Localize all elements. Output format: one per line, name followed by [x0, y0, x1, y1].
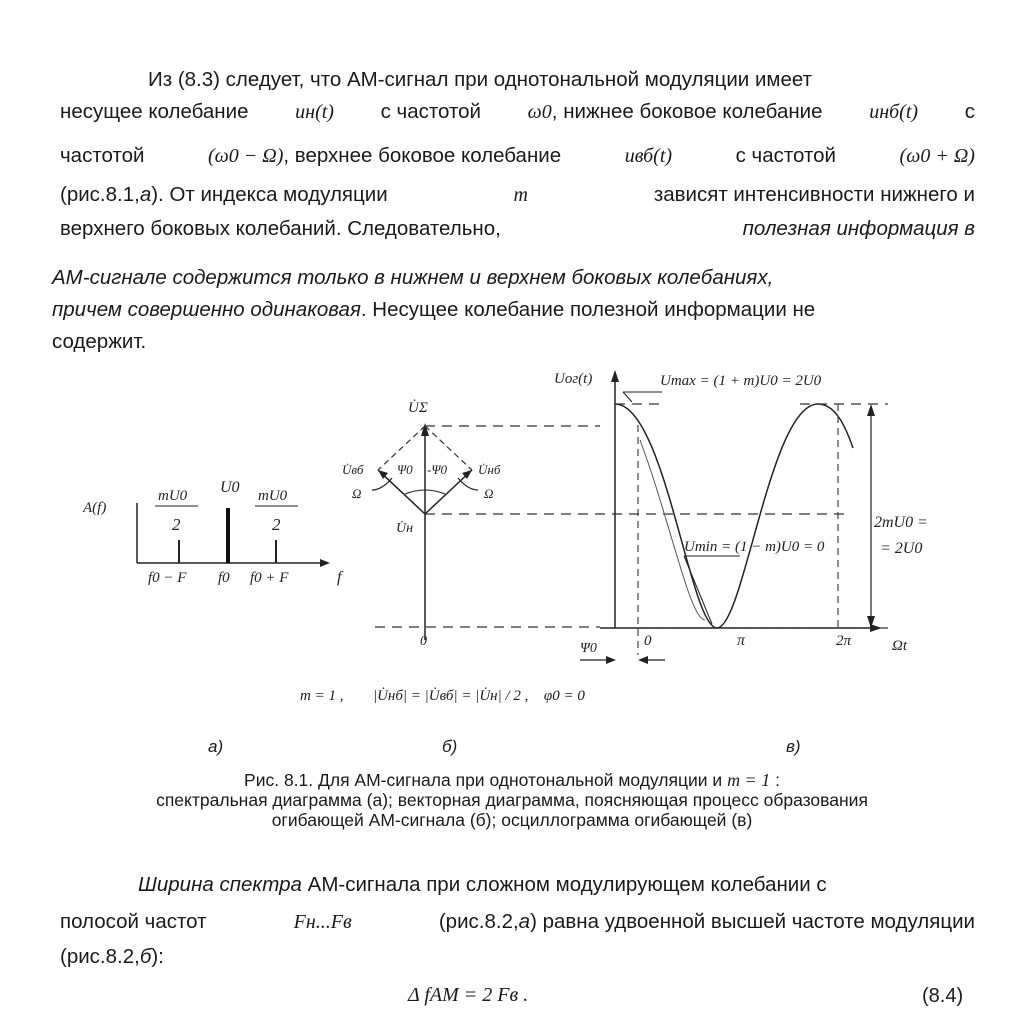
osc-amp-label-1: 2mU0 = — [874, 514, 928, 531]
osc-amp-label-2: = 2U0 — [880, 540, 923, 557]
p1-line-3: частотой (ω0 − Ω), верхнее боковое колебание uвб(t) с частотой (ω0 + Ω) — [60, 144, 975, 167]
osc-reference-curve — [640, 440, 705, 620]
formula-omega0: ω0 — [527, 101, 552, 123]
osc-xlabel: Ωt — [892, 638, 908, 654]
formula-lower-freq: (ω0 − Ω) — [208, 145, 284, 167]
p1-line-8: содержит. — [52, 330, 147, 353]
vector-label-zero: 0 — [420, 634, 427, 649]
formula-number: (8.4) — [922, 985, 964, 1007]
osc-tick-zero: 0 — [644, 633, 652, 649]
condition-m: m = 1 , — [300, 688, 344, 704]
osc-envelope-curve — [615, 404, 853, 628]
p1-line-7: причем совершенно одинаковая. Несущее колебание полезной информации не — [52, 298, 816, 321]
osc-umax-leader-slant — [623, 392, 632, 402]
osc-umin-label: Umin = (1 − m)U0 = 0 — [684, 539, 825, 555]
vector-label-psi-right: -Ψ0 — [427, 462, 447, 477]
formula-8-4: Δ fAM = 2 Fв . — [408, 984, 529, 1006]
vector-label-vb: U̇вб — [342, 462, 364, 477]
p2-line-3: (рис.8.2,б): — [60, 945, 164, 968]
vector-label-omega-left: Ω — [352, 486, 362, 501]
p1-line-6: АМ-сигнале содержится только в нижнем и верхнем боковых колебаниях, — [52, 266, 774, 289]
vector-label-sum: U̇Σ — [408, 400, 428, 416]
osc-amp-arrow-top — [867, 404, 875, 416]
osc-psi-arrowhead-left — [606, 656, 616, 664]
spectrum-label-right-num: mU0 — [258, 488, 288, 504]
p1-line-4: (рис.8.1,а). От индекса модуляции m зависят интенсивности нижнего и — [60, 183, 975, 206]
osc-psi-label: Ψ0 — [580, 641, 597, 656]
spectrum-tick-left: f0 − F — [148, 570, 187, 586]
caption-line-2: спектральная диаграмма (а); векторная диаграмма, поясняющая процесс образования — [156, 790, 868, 810]
p2-line-2: полосой частот Fн...Fв (рис.8.2,а) равна удвоенной высшей частоте модуляции — [60, 910, 975, 933]
figure-condition — [300, 688, 585, 705]
spectrum-tick-center: f0 — [218, 570, 230, 586]
condition-phi: φ0 = 0 — [543, 688, 585, 704]
formula-m: m — [513, 184, 528, 206]
formula-uvb: uвб(t) — [624, 145, 673, 167]
osc-tick-2pi: 2π — [836, 633, 852, 649]
sublabel-a: а) — [208, 737, 224, 756]
osc-y-arrow — [611, 370, 619, 382]
spectrum-ylabel: A(f) — [83, 500, 107, 516]
spectrum-label-center: U0 — [220, 479, 240, 496]
spectrum-label-left-num: mU0 — [158, 488, 188, 504]
p1-line-5: верхнего боковых колебаний. Следовательно, полезная информация в — [60, 217, 975, 240]
formula-upper-freq: (ω0 + Ω) — [899, 145, 975, 167]
sublabel-b: б) — [442, 737, 458, 756]
caption-line-1: Рис. 8.1. Для АМ-сигнала при однотональной модуляции и m = 1 : — [244, 770, 780, 790]
spectrum-label-right-den: 2 — [272, 515, 281, 534]
sublabel-c: в) — [786, 737, 801, 756]
p2-line-1: Ширина спектра АМ-сигнала при сложном модулирующем колебании с — [138, 873, 827, 896]
vector-label-omega-right: Ω — [484, 486, 494, 501]
vector-label-un: U̇н — [396, 521, 414, 536]
spectrum-tick-right: f0 + F — [250, 570, 289, 586]
caption-line-3: огибающей АМ-сигнала (б); осциллограмма огибающей (в) — [271, 810, 753, 830]
formula-band: Fн...Fв — [293, 911, 352, 933]
spectrum-label-left-den: 2 — [172, 515, 181, 534]
vector-label-psi-left: Ψ0 — [397, 462, 413, 477]
spectrum-xlabel: f — [337, 569, 342, 586]
osc-ylabel: Uог(t) — [554, 371, 593, 387]
figure-caption — [40, 770, 984, 830]
osc-psi-arrowhead-right — [638, 656, 648, 664]
p1-line-2: несущее колебание uн(t) с частотой ω0, нижнее боковое колебание uнб(t) с — [60, 100, 975, 123]
vector-label-nb: U̇нб — [478, 462, 501, 477]
osc-umax-label: Umax = (1 + m)U0 = 2U0 — [660, 373, 822, 389]
formula-un: uн(t) — [295, 101, 334, 123]
formula-unb: uнб(t) — [869, 101, 919, 123]
osc-tick-pi: π — [737, 632, 746, 649]
condition-equation: |U̇нб| = |U̇вб| = |U̇н| / 2 , — [372, 688, 529, 704]
p1-line-1: Из (8.3) следует, что АМ-сигнал при однотональной модуляции имеет — [148, 68, 813, 91]
